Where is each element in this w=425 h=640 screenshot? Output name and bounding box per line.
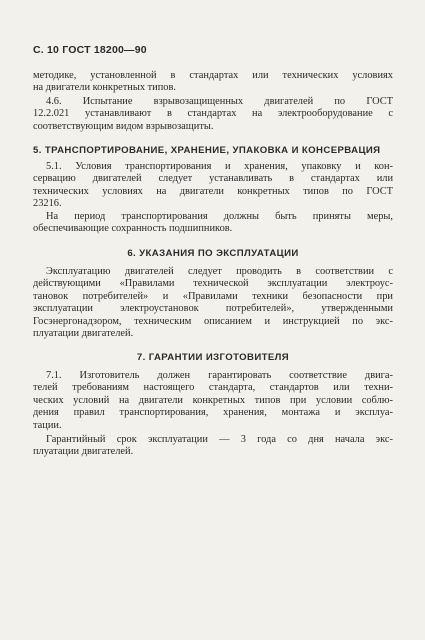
text-line: телей требованиям настоящего стандарта, стандартов или техни-	[33, 382, 393, 394]
text-line: 7.1. Изготовитель должен гарантировать соответствие двига-	[46, 370, 393, 381]
text-line: Госэнергонадзором, техническим описанием и инструкцией по экс-	[33, 315, 393, 327]
text-line: Гарантийный срок эксплуатации — 3 года со дня начала экс-	[46, 434, 393, 445]
paragraph-warranty	[33, 434, 393, 459]
intro-paragraph	[33, 70, 393, 95]
paragraph-4-6	[33, 96, 393, 133]
text-line: 5.1. Условия транспортирования и хранения, упаковку и кон-	[46, 161, 393, 172]
text-line: 4.6. Испытание взрывозащищенных двигателей по ГОСТ	[46, 96, 393, 107]
text-line: Эксплуатацию двигателей следует проводить в соответствии с	[46, 266, 393, 277]
text-line: ческих условий на двигатели конкретных типов при условии соблю-	[33, 394, 393, 406]
text-line: 23216.	[33, 198, 62, 210]
section-5-heading: 5. ТРАНСПОРТИРОВАНИЕ, ХРАНЕНИЕ, УПАКОВКА И КОНСЕРВАЦИЯ	[33, 145, 381, 156]
text-line: соответствующим видом взрывозащиты.	[33, 120, 214, 132]
text-line: методике, установленной в стандартах или технических условиях	[33, 70, 393, 81]
paragraph-6	[33, 266, 393, 340]
text-line: на двигатели конкретных типов.	[33, 82, 176, 94]
text-line: На период транспортирования должны быть приняты меры,	[46, 211, 393, 222]
text-line: обеспечивающие сохранность подшипников.	[33, 223, 233, 235]
text-line: тации.	[33, 419, 62, 431]
text-line: дения правил транспортирования, хранения, монтажа и эксплуа-	[33, 407, 393, 419]
section-6-heading: 6. УКАЗАНИЯ ПО ЭКСПЛУАТАЦИИ	[127, 248, 299, 259]
text-line: сервацию двигателей следует устанавливать в стандартах или	[33, 173, 393, 185]
text-line: действующими «Правилами технической эксплуатации электроус-	[33, 278, 393, 290]
page-header: С. 10 ГОСТ 18200—90	[33, 44, 147, 56]
section-7-heading: 7. ГАРАНТИИ ИЗГОТОВИТЕЛЯ	[136, 352, 290, 363]
paragraph-7-1	[33, 370, 393, 432]
paragraph-5-transport	[33, 211, 393, 236]
paragraph-5-1	[33, 161, 393, 211]
text-line: плуатации двигателей.	[33, 328, 134, 340]
text-line: технических условиях на двигатели конкретных типов по ГОСТ	[33, 185, 393, 197]
text-line: плуатации двигателей.	[33, 446, 134, 458]
text-line: тановок потребителей» и «Правилами техники безопасности при	[33, 290, 393, 302]
text-line: 12.2.021 устанавливают в стандартах на электрооборудование с	[33, 108, 393, 120]
text-line: эксплуатации электроустановок потребителей», утвержденными	[33, 303, 393, 315]
